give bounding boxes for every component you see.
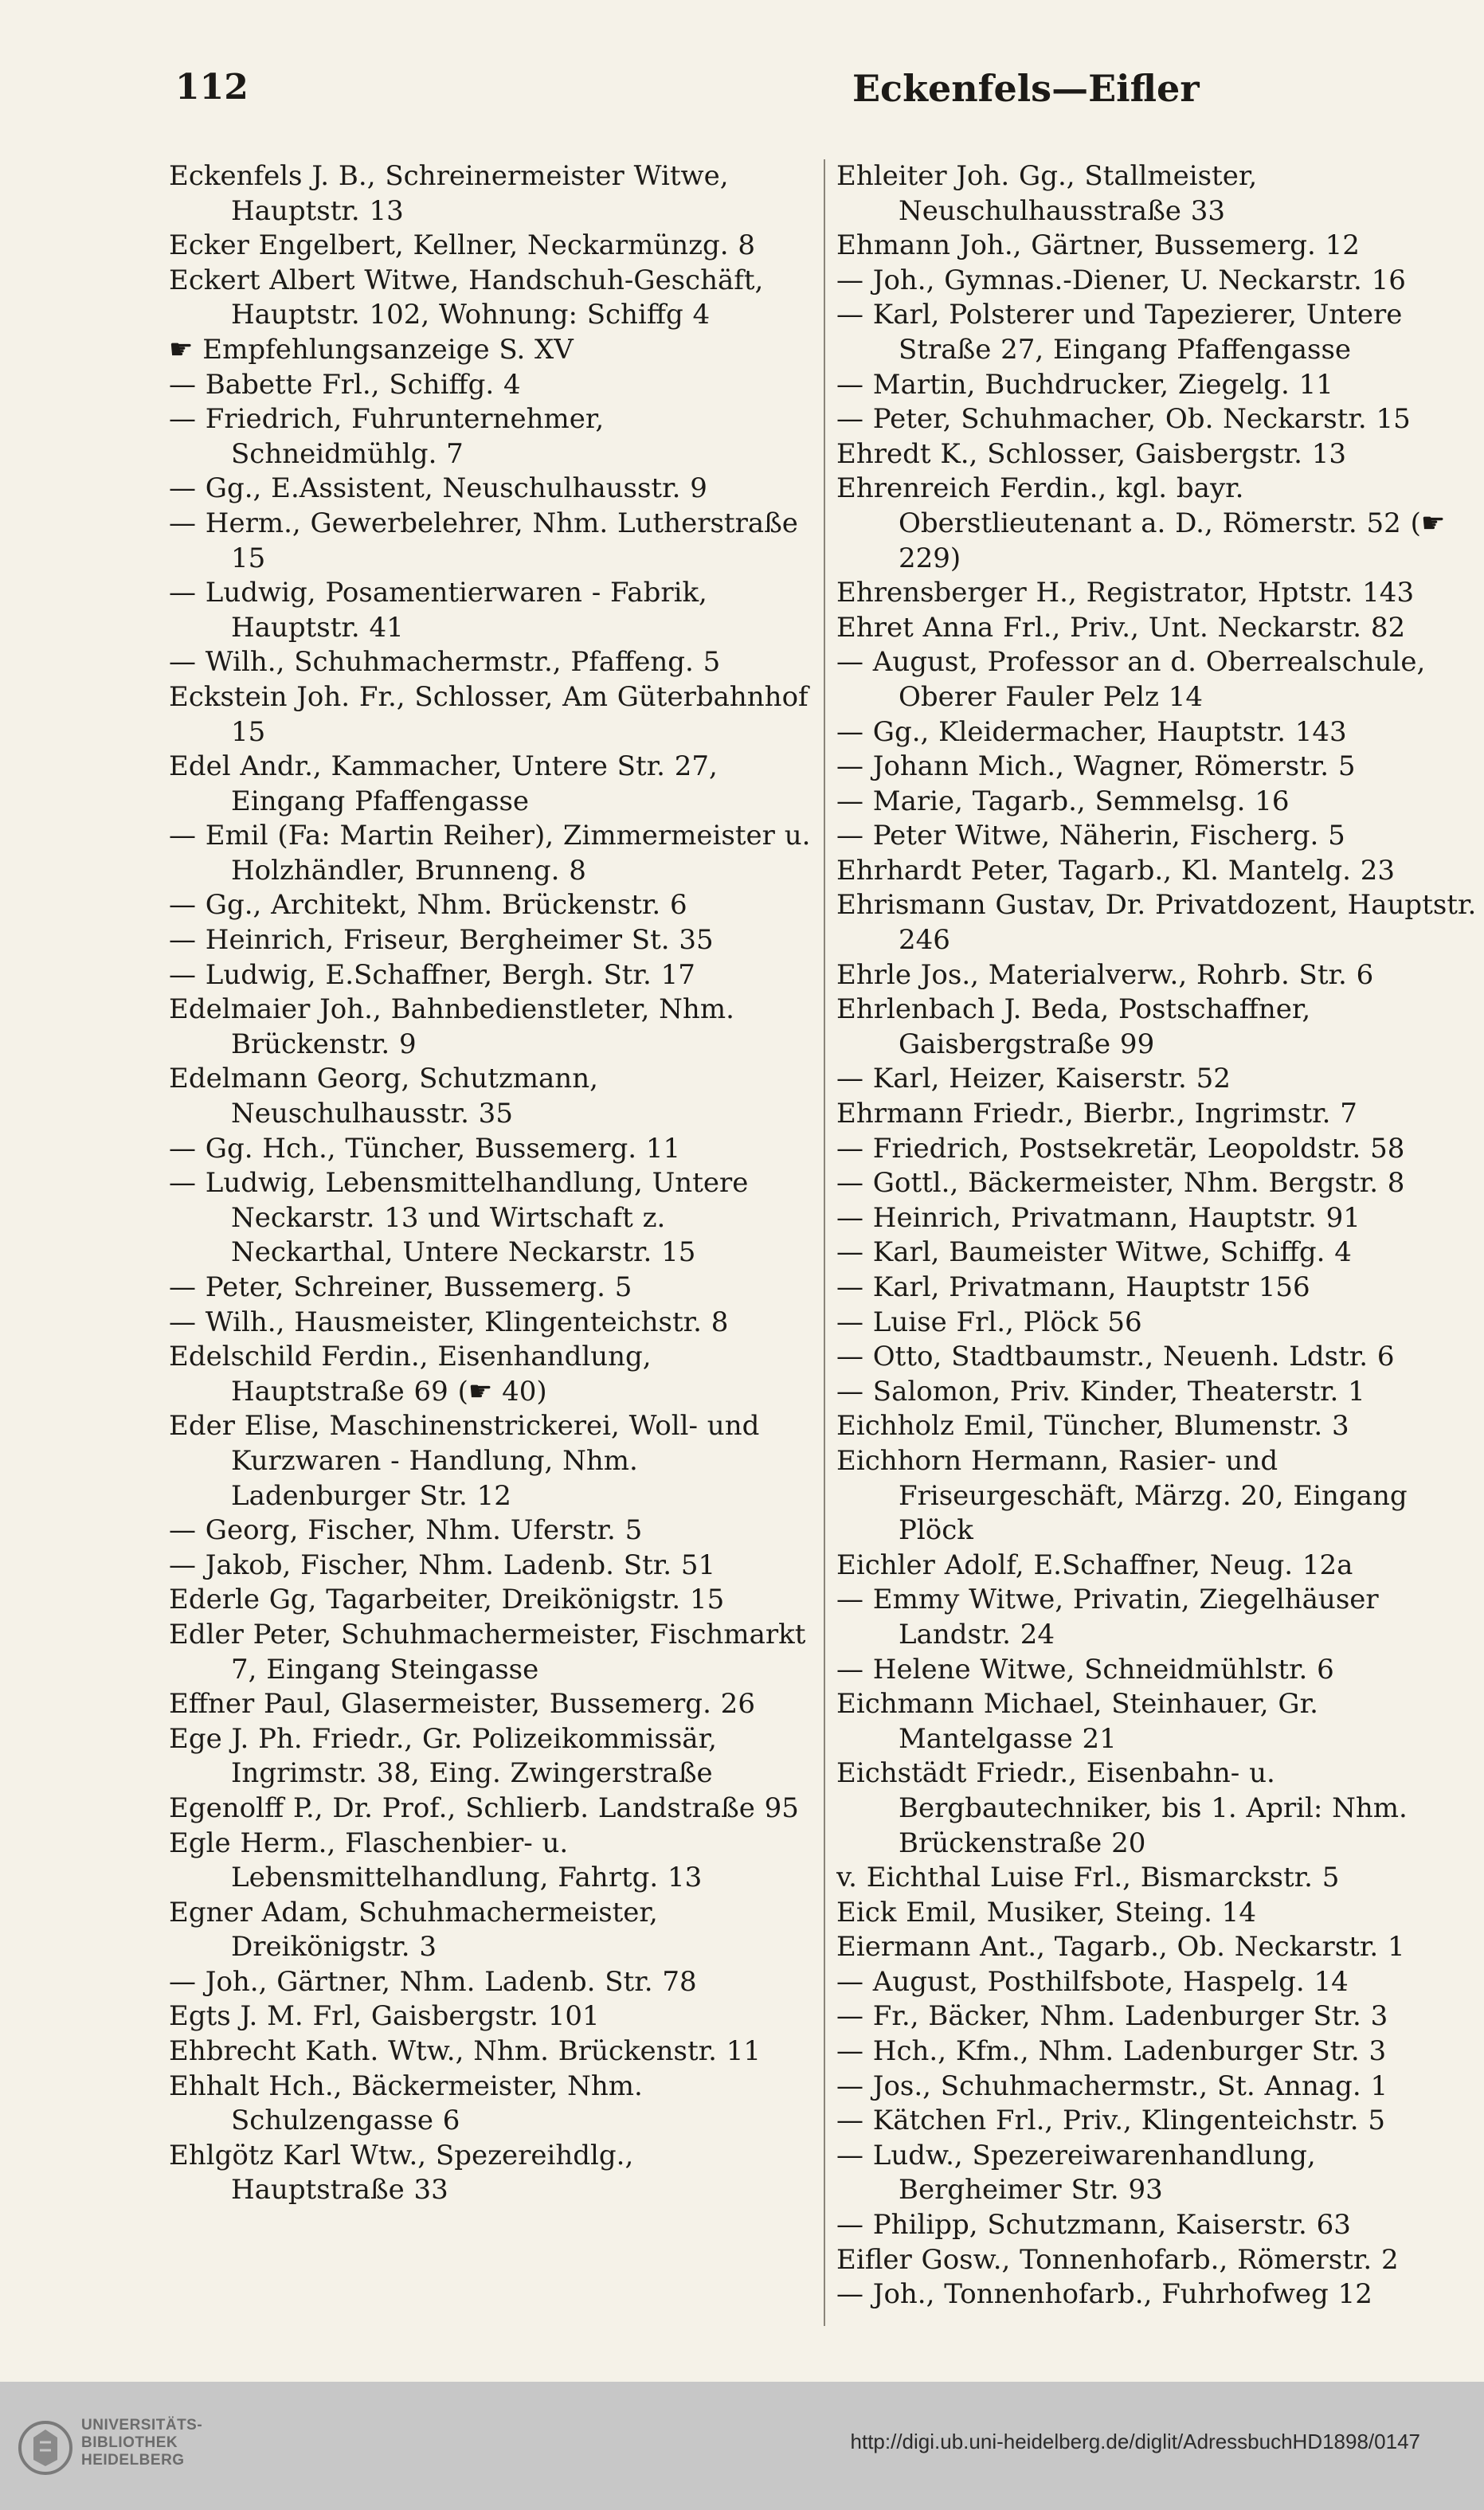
directory-entry: — Joh., Gärtner, Nhm. Ladenb. Str. 78 — [169, 1965, 697, 1998]
directory-entry: Eiermann Ant., Tagarb., Ob. Neckarstr. 1 — [836, 1931, 1405, 1964]
directory-entry: — Jos., Schuhmachermstr., St. Annag. 1 — [836, 2069, 1388, 2102]
directory-entry: — Karl, Heizer, Kaiserstr. 52 — [836, 1063, 1231, 1095]
directory-entry: — Friedrich, Fuhrunternehmer, Schneidmühlg. 7 — [169, 403, 605, 470]
directory-entry: Egenolff P., Dr. Prof., Schlierb. Landstraße 95 — [169, 1791, 799, 1824]
library-name-line: HEIDELBERG — [81, 2452, 185, 2469]
directory-entry: — Joh., Tonnenhofarb., Fuhrhofweg 12 — [836, 2278, 1372, 2311]
directory-entry: — Ludwig, Lebensmittelhandlung, Untere Neckarstr. 13 und Wirtschaft z. Neckarthal, Untere Neckarstr. 15 — [169, 1167, 749, 1269]
directory-entry: Edelmann Georg, Schutzmann, Neuschulhausstr. 35 — [169, 1063, 598, 1130]
right-column — [836, 159, 1483, 2326]
directory-entry: — Wilh., Hausmeister, Klingenteichstr. 8 — [169, 1306, 729, 1338]
directory-entry: — Peter, Schuhmacher, Ob. Neckarstr. 15 — [836, 403, 1411, 436]
directory-entry: Edel Andr., Kammacher, Untere Str. 27, Eingang Pfaffengasse — [169, 750, 718, 817]
directory-entry: Edelmaier Joh., Bahnbedienstleter, Nhm. Brückenstr. 9 — [169, 993, 734, 1060]
directory-entry: Ehrlenbach J. Beda, Postschaffner, Gaisbergstraße 99 — [836, 993, 1311, 1060]
directory-entry: — Georg, Fischer, Nhm. Uferstr. 5 — [169, 1514, 643, 1547]
directory-entry: Ecker Engelbert, Kellner, Neckarmünzg. 8 — [169, 229, 756, 262]
directory-entry: — Heinrich, Friseur, Bergheimer St. 35 — [169, 924, 714, 957]
university-seal-icon — [18, 2414, 73, 2482]
directory-entry: Ehmann Joh., Gärtner, Bussemerg. 12 — [836, 229, 1360, 262]
page-number: 112 — [175, 67, 249, 108]
directory-entry: — Johann Mich., Wagner, Römerstr. 5 — [836, 750, 1356, 783]
directory-entry: Ehrhardt Peter, Tagarb., Kl. Mantelg. 23 — [836, 854, 1395, 887]
column-divider — [824, 159, 825, 2326]
directory-entry: Egner Adam, Schuhmachermeister, Dreikönigstr. 3 — [169, 1896, 658, 1964]
directory-entry: Ehlgötz Karl Wtw., Spezereihdlg., Hauptstraße 33 — [169, 2139, 634, 2207]
directory-entry: Ehhalt Hch., Bäckermeister, Nhm. Schulzengasse 6 — [169, 2069, 643, 2137]
directory-entry: — Helene Witwe, Schneidmühlstr. 6 — [836, 1653, 1334, 1686]
library-name — [81, 2417, 202, 2469]
directory-entry: Eichholz Emil, Tüncher, Blumenstr. 3 — [836, 1410, 1349, 1443]
directory-entry: — Karl, Privatmann, Hauptstr 156 — [836, 1271, 1310, 1303]
directory-entry: Eckstein Joh. Fr., Schlosser, Am Güterbahnhof 15 — [169, 680, 809, 748]
directory-entry: Eichler Adolf, E.Schaffner, Neug. 12a — [836, 1549, 1353, 1581]
entry-columns — [169, 159, 1475, 2326]
directory-entry: — Ludwig, E.Schaffner, Bergh. Str. 17 — [169, 958, 695, 991]
directory-entry: — Karl, Baumeister Witwe, Schiffg. 4 — [836, 1236, 1352, 1269]
directory-entry: Eifler Gosw., Tonnenhofarb., Römerstr. 2 — [836, 2243, 1399, 2276]
directory-entry: — Ludw., Spezereiwarenhandlung, Bergheimer Str. 93 — [836, 2139, 1316, 2207]
directory-entry: Ehrenreich Ferdin., kgl. bayr. Oberstlieutenant a. D., Römerstr. 52 (☛ 229) — [836, 472, 1446, 574]
directory-entry: ☛ Empfehlungsanzeige S. XV — [169, 333, 574, 366]
directory-entry: — Joh., Gymnas.-Diener, U. Neckarstr. 16 — [836, 264, 1406, 296]
directory-entry: Edler Peter, Schuhmachermeister, Fischmarkt 7, Eingang Steingasse — [169, 1618, 806, 1686]
directory-entry: — Gottl., Bäckermeister, Nhm. Bergstr. 8 — [836, 1167, 1405, 1200]
directory-entry: — Peter, Schreiner, Bussemerg. 5 — [169, 1271, 632, 1303]
directory-entry: Ehrle Jos., Materialverw., Rohrb. Str. 6 — [836, 958, 1374, 991]
directory-entry: — Herm., Gewerbelehrer, Nhm. Lutherstraße 15 — [169, 507, 798, 574]
directory-entry: Eichstädt Friedr., Eisenbahn- u. Bergbautechniker, bis 1. April: Nhm. Brückenstraße 20 — [836, 1757, 1408, 1859]
directory-entry: — Friedrich, Postsekretär, Leopoldstr. 58 — [836, 1132, 1405, 1165]
directory-entry: — Jakob, Fischer, Nhm. Ladenb. Str. 51 — [169, 1549, 716, 1581]
directory-entry: Egle Herm., Flaschenbier- u. Lebensmittelhandlung, Fahrtg. 13 — [169, 1827, 703, 1894]
directory-entry: — Gg., Kleidermacher, Hauptstr. 143 — [836, 715, 1347, 748]
running-head: Eckenfels—Eifler — [852, 67, 1200, 110]
directory-entry: — Otto, Stadtbaumstr., Neuenh. Ldstr. 6 — [836, 1341, 1395, 1373]
directory-entry: Eder Elise, Maschinenstrickerei, Woll- und Kurzwaren - Handlung, Nhm. Ladenburger Str. 12 — [169, 1410, 760, 1512]
directory-entry: Ehret Anna Frl., Priv., Unt. Neckarstr. 82 — [836, 611, 1406, 644]
directory-entry: Eckert Albert Witwe, Handschuh-Geschäft, Hauptstr. 102, Wohnung: Schiffg 4 — [169, 264, 764, 331]
directory-entry: Egts J. M. Frl, Gaisbergstr. 101 — [169, 2000, 600, 2033]
directory-entry: Ehrensberger H., Registrator, Hptstr. 143 — [836, 577, 1415, 609]
directory-entry: Eichhorn Hermann, Rasier- und Friseurgeschäft, Märzg. 20, Eingang Plöck — [836, 1444, 1408, 1547]
directory-entry: — Hch., Kfm., Nhm. Ladenburger Str. 3 — [836, 2035, 1387, 2068]
directory-entry: Ehrmann Friedr., Bierbr., Ingrimstr. 7 — [836, 1098, 1357, 1130]
directory-entry: — Gg. Hch., Tüncher, Bussemerg. 11 — [169, 1132, 681, 1165]
directory-entry: Ederle Gg, Tagarbeiter, Dreikönigstr. 15 — [169, 1584, 725, 1616]
directory-entry: Ehleiter Joh. Gg., Stallmeister, Neuschulhausstraße 33 — [836, 160, 1258, 227]
directory-entry: — Luise Frl., Plöck 56 — [836, 1306, 1142, 1338]
library-name-line: BIBLIOTHEK — [81, 2434, 178, 2451]
page-header — [175, 67, 1444, 115]
directory-entry: — Karl, Polsterer und Tapezierer, Untere Straße 27, Eingang Pfaffengasse — [836, 299, 1403, 366]
directory-entry: — Marie, Tagarb., Semmelsg. 16 — [836, 785, 1290, 817]
directory-entry: — Peter Witwe, Näherin, Fischerg. 5 — [836, 820, 1345, 852]
directory-entry: Ehredt K., Schlosser, Gaisbergstr. 13 — [836, 437, 1347, 470]
directory-entry: Ege J. Ph. Friedr., Gr. Polizeikommissär, Ingrimstr. 38, Eing. Zwingerstraße — [169, 1722, 717, 1790]
directory-entry: — Emmy Witwe, Privatin, Ziegelhäuser Landstr. 24 — [836, 1584, 1379, 1650]
directory-entry: — August, Posthilfsbote, Haspelg. 14 — [836, 1965, 1349, 1998]
directory-entry: Ehrismann Gustav, Dr. Privatdozent, Hauptstr. 246 — [836, 889, 1477, 957]
directory-entry: v. Eichthal Luise Frl., Bismarckstr. 5 — [836, 1862, 1340, 1894]
source-url-link[interactable]: http://digi.ub.uni-heidelberg.de/diglit/AdressbuchHD1898/0147 — [850, 2430, 1420, 2453]
directory-entry: Eick Emil, Musiker, Steing. 14 — [836, 1896, 1256, 1929]
directory-entry: — Salomon, Priv. Kinder, Theaterstr. 1 — [836, 1375, 1365, 1408]
directory-entry: — Wilh., Schuhmachermstr., Pfaffeng. 5 — [169, 646, 721, 679]
directory-entry: Eckenfels J. B., Schreinermeister Witwe, Hauptstr. 13 — [169, 160, 729, 227]
directory-entry: — Gg., Architekt, Nhm. Brückenstr. 6 — [169, 889, 687, 922]
directory-entry: — August, Professor an d. Oberrealschule, Oberer Fauler Pelz 14 — [836, 646, 1426, 713]
directory-entry: — Heinrich, Privatmann, Hauptstr. 91 — [836, 1201, 1361, 1234]
directory-entry: — Kätchen Frl., Priv., Klingenteichstr. 5 — [836, 2105, 1385, 2137]
directory-entry: Edelschild Ferdin., Eisenhandlung, Hauptstraße 69 (☛ 40) — [169, 1341, 652, 1408]
directory-entry: — Martin, Buchdrucker, Ziegelg. 11 — [836, 368, 1333, 401]
directory-entry: — Babette Frl., Schiffg. 4 — [169, 368, 521, 401]
directory-entry: — Gg., E.Assistent, Neuschulhausstr. 9 — [169, 472, 707, 505]
directory-entry: — Ludwig, Posamentierwaren - Fabrik, Hauptstr. 41 — [169, 577, 707, 644]
directory-entry: Eichmann Michael, Steinhauer, Gr. Mantelgasse 21 — [836, 1688, 1318, 1755]
directory-entry: Ehbrecht Kath. Wtw., Nhm. Brückenstr. 11 — [169, 2035, 762, 2068]
library-name-line: UNIVERSITÄTS- — [81, 2417, 203, 2434]
directory-entry: Effner Paul, Glasermeister, Bussemerg. 26 — [169, 1688, 755, 1721]
directory-entry: — Fr., Bäcker, Nhm. Ladenburger Str. 3 — [836, 2000, 1388, 2033]
directory-entry: — Emil (Fa: Martin Reiher), Zimmermeister u. Holzhändler, Brunneng. 8 — [169, 820, 811, 887]
directory-entry: — Philipp, Schutzmann, Kaiserstr. 63 — [836, 2209, 1351, 2242]
left-column — [169, 159, 816, 2326]
footer-bar — [0, 2382, 1484, 2510]
